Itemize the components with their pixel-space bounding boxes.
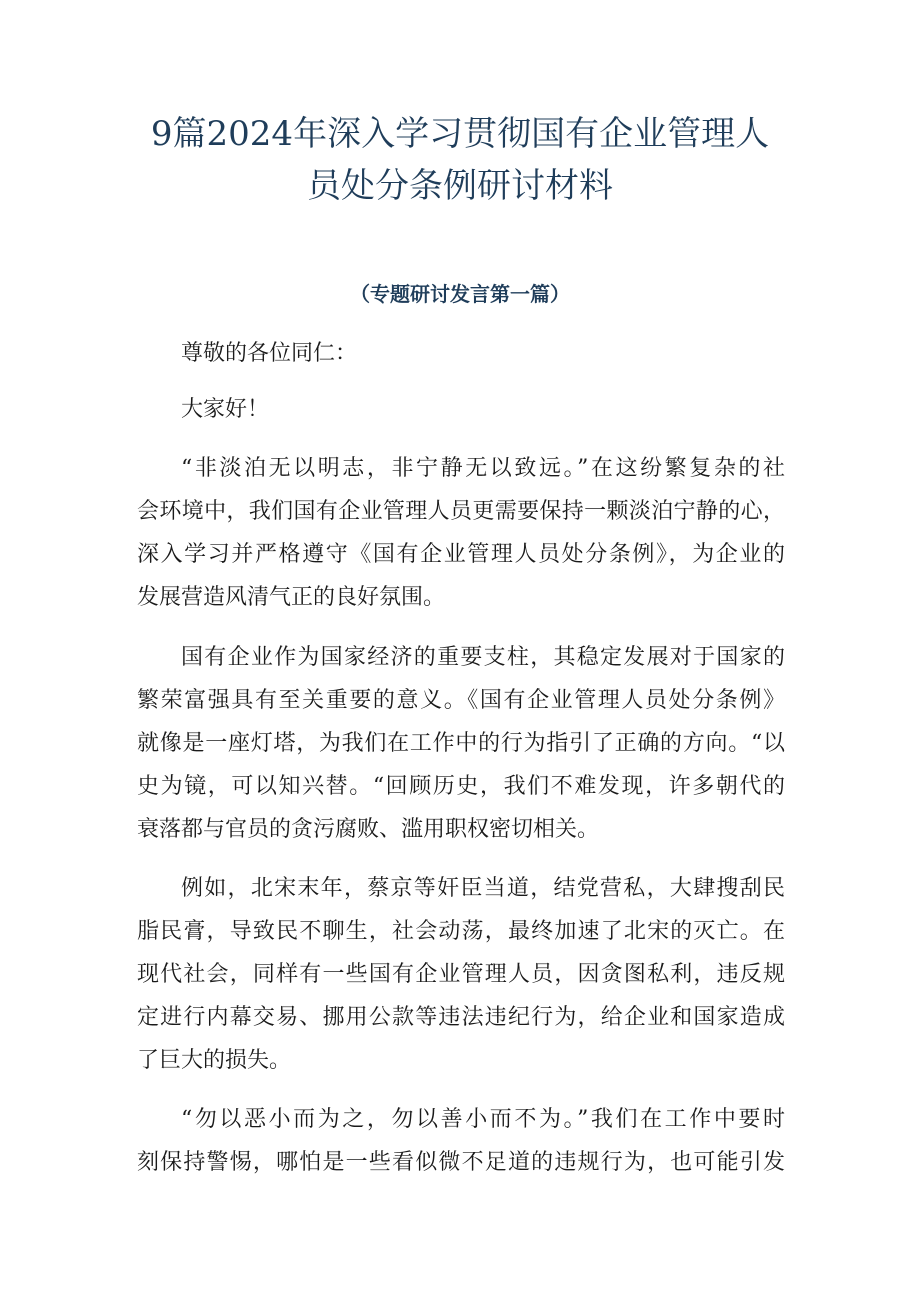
hello	[137, 388, 785, 431]
paragraph-line: 深入学习并严格遵守《国有企业管理人员处分条例》，为企业的	[137, 542, 785, 567]
paragraph-line: 刻保持警惕，哪怕是一些看似微不足道的违规行为，也可能引发	[137, 1150, 785, 1175]
paragraph-line: 史为镜，可以知兴替。“回顾历史，我们不难发现，许多朝代的	[137, 774, 785, 799]
paragraph-line: 繁荣富强具有至关重要的意义。《国有企业管理人员处分条例》	[137, 688, 785, 713]
paragraph-line: 发展营造风清气正的良好氛围。	[137, 585, 446, 610]
paragraph-line: 了巨大的损失。	[137, 1048, 292, 1073]
paragraph-line: “勿以恶小而为之，勿以善小而不为。”我们在工作中要时	[181, 1107, 785, 1132]
paragraph-line: 国有企业作为国家经济的重要支柱，其稳定发展对于国家的	[181, 645, 785, 670]
greeting-line: 尊敬的各位同仁：	[181, 341, 358, 366]
paragraph-1	[137, 447, 785, 619]
greeting	[137, 332, 785, 375]
paragraph-3	[137, 867, 785, 1082]
document-title	[100, 108, 820, 212]
title-line-2: 员处分条例研讨材料	[307, 166, 613, 206]
paragraph-4	[137, 1098, 785, 1184]
document-subtitle: （专题研讨发言第一篇）	[350, 282, 570, 306]
paragraph-line: “非淡泊无以明志，非宁静无以致远。”在这纷繁复杂的社	[181, 456, 785, 481]
paragraph-line: 衰落都与官员的贪污腐败、滥用职权密切相关。	[137, 817, 600, 842]
paragraph-2	[137, 636, 785, 851]
hello-line: 大家好！	[181, 397, 270, 422]
paragraph-line: 会环境中，我们国有企业管理人员更需要保持一颗淡泊宁静的心，	[137, 499, 785, 524]
paragraph-line: 脂民膏，导致民不聊生，社会动荡，最终加速了北宋的灭亡。在	[137, 919, 785, 944]
paragraph-line: 例如，北宋末年，蔡京等奸臣当道，结党营私，大肆搜刮民	[181, 876, 785, 901]
paragraph-line: 现代社会，同样有一些国有企业管理人员，因贪图私利，违反规	[137, 962, 785, 987]
paragraph-line: 定进行内幕交易、挪用公款等违法违纪行为，给企业和国家造成	[137, 1005, 785, 1030]
paragraph-line: 就像是一座灯塔，为我们在工作中的行为指引了正确的方向。“以	[137, 731, 785, 756]
title-line-1: 9篇2024年深入学习贯彻国有企业管理人	[150, 114, 770, 154]
